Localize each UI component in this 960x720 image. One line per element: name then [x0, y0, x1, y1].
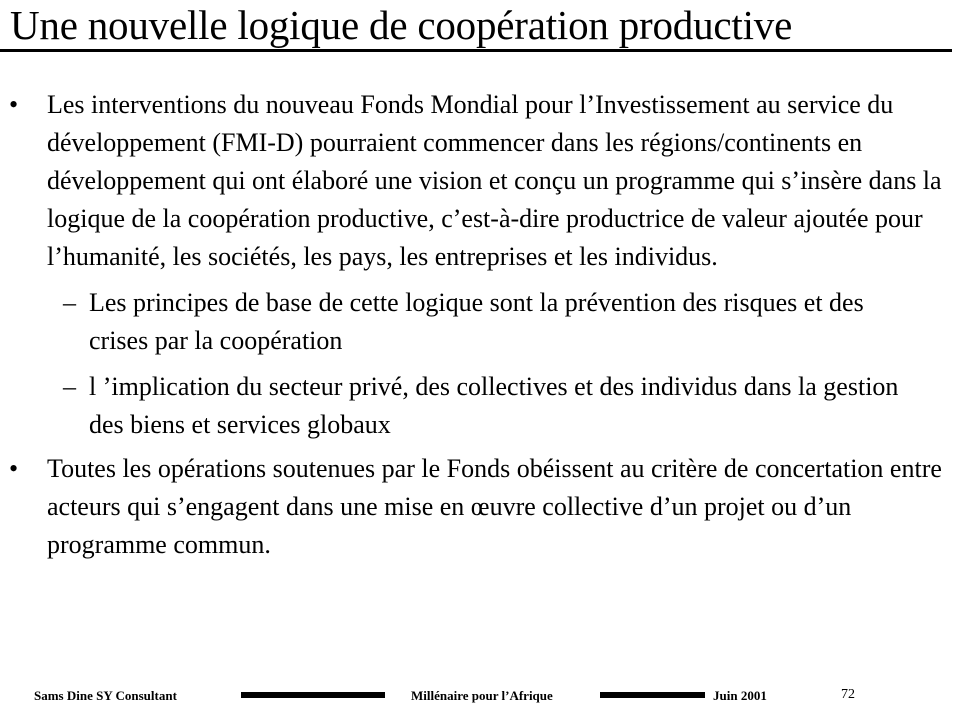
page-number: 72	[841, 687, 855, 702]
sub-bullet-item	[0, 284, 960, 360]
sub-bullet-text: l ’implication du secteur privé, des collectives et des individus dans la gestion des biens et services globaux	[89, 372, 899, 439]
bullet-marker: •	[9, 454, 19, 483]
slide-title: Une nouvelle logique de coopération productive	[10, 2, 793, 48]
footer-author: Sams Dine SY Consultant	[34, 688, 177, 703]
footer-date: Juin 2001	[713, 688, 767, 703]
slide-footer	[0, 684, 960, 708]
sub-bullet-item	[0, 368, 960, 444]
bullet-marker: •	[9, 90, 19, 119]
bullet-text: Toutes les opérations soutenues par le Fonds obéissent au critère de concertation entre acteurs qui s’engagent dans une mise en œuvre collective d’un projet ou d’un programme commun.	[47, 454, 942, 559]
sub-bullet-marker: –	[63, 372, 76, 401]
slide-body	[0, 86, 960, 564]
sub-bullet-marker: –	[63, 288, 76, 317]
title-underline	[0, 49, 952, 52]
bullet-item	[0, 450, 960, 564]
footer-divider	[241, 692, 385, 698]
bullet-text: Les interventions du nouveau Fonds Mondial pour l’Investissement au service du développement (FMI-D) pourraient commencer dans les régions/continents en développement qui ont élaboré une vision et conçu un programme qui s’insère dans la logique de la coopération productive, c’est-à-dire productrice de valeur ajoutée pour l’humanité, les sociétés, les pays, les entreprises et les individus.	[47, 90, 942, 271]
sub-bullet-text: Les principes de base de cette logique sont la prévention des risques et des crises par la coopération	[89, 288, 864, 355]
footer-subtitle: Millénaire pour l’Afrique	[411, 688, 553, 703]
footer-divider	[600, 692, 705, 698]
bullet-item	[0, 86, 960, 276]
